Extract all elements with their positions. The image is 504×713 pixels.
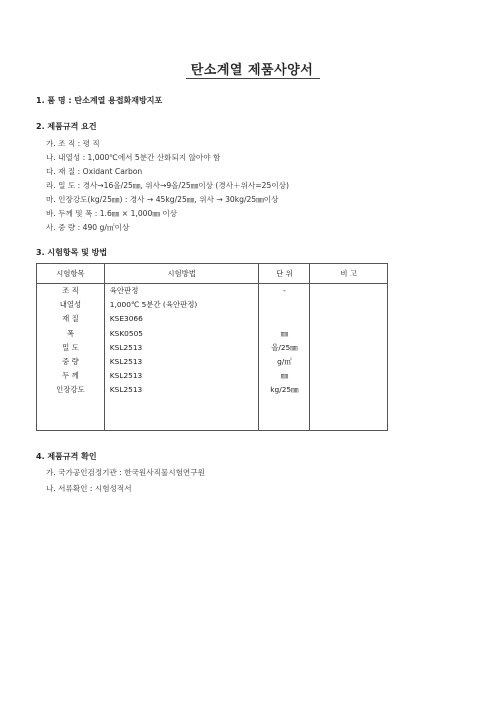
test-item-cell xyxy=(37,284,105,431)
table-header-row xyxy=(37,264,388,284)
test-item: 두 께 xyxy=(62,371,79,381)
table-body-row xyxy=(37,284,388,431)
test-method: 육안판정 xyxy=(109,286,139,295)
test-method: KSL2513 xyxy=(109,356,143,366)
unit-value xyxy=(259,312,309,326)
test-method: KSL2513 xyxy=(109,342,143,352)
unit-value: 올/25㎜ xyxy=(271,342,298,352)
test-item: 폭 xyxy=(66,328,74,338)
test-method-list xyxy=(105,284,259,398)
test-method: KSK0505 xyxy=(109,328,143,338)
verification-agency: 가. 국가공인검정기관 : 한국원사직물시험연구원 xyxy=(46,468,205,477)
test-method: KSL2513 xyxy=(109,371,143,381)
unit-value xyxy=(259,298,309,312)
unit-value: - xyxy=(283,286,286,295)
test-item: 내열성 xyxy=(59,300,82,310)
section4-heading: 4. 제품규격 확인 xyxy=(36,452,97,461)
section3-heading: 3. 시험항목 및 방법 xyxy=(36,248,108,257)
test-method-cell xyxy=(104,284,259,431)
test-item: 밀 도 xyxy=(62,342,79,352)
test-method: KSL2513 xyxy=(109,385,143,395)
unit-value: ㎜ xyxy=(280,328,289,338)
header-test-method: 시험방법 xyxy=(104,264,259,284)
section2-heading: 2. 제품규격 요건 xyxy=(36,122,97,131)
spec-item-material: 다. 재 질 : Oxidant Carbon xyxy=(46,167,143,176)
test-item-list xyxy=(37,284,104,398)
test-item: 중 량 xyxy=(62,356,79,366)
verification-document: 나. 서류확인 : 시험성적서 xyxy=(46,484,132,493)
spec-item-density: 라. 밀 도 : 경사→16올/25㎜, 위사→9올/25㎜이상 (경사＋위사=25이상) xyxy=(46,181,289,190)
test-method: 1,000℃ 5분간 (육안판정) xyxy=(109,300,198,310)
test-item: 조 직 xyxy=(62,286,79,295)
test-item: 재 질 xyxy=(62,314,79,324)
unit-value: kg/25㎜ xyxy=(270,385,299,395)
title-underline xyxy=(186,78,320,79)
header-unit: 단 위 xyxy=(259,264,310,284)
header-remarks: 비 고 xyxy=(310,264,388,284)
remarks-cell xyxy=(310,284,388,431)
header-test-item: 시험항목 xyxy=(37,264,105,284)
unit-cell xyxy=(259,284,310,431)
spec-item-tensile-strength: 마. 인장강도(kg/25㎜) : 경사 → 45kg/25㎜, 위사 → 30kg/25㎜이상 xyxy=(46,195,279,204)
spec-item-weight: 사. 중 량 : 490 g/㎡이상 xyxy=(46,223,130,232)
test-method-table xyxy=(36,263,388,431)
document-title: 탄소계열 제품사양서 xyxy=(190,63,314,78)
spec-item-heat-resistance: 나. 내열성 : 1,000℃에서 5분간 산화되지 않아야 함 xyxy=(46,153,221,162)
spec-item-weave: 가. 조 직 : 평 직 xyxy=(46,139,100,148)
section1-product-name: 1. 품 명 : 탄소계열 용접화재방지포 xyxy=(36,96,163,105)
unit-list xyxy=(259,284,309,398)
spec-item-thickness-width: 바. 두께 및 폭 : 1.6㎜ × 1,000㎜ 이상 xyxy=(46,209,177,218)
test-method: KSE3066 xyxy=(109,314,143,324)
unit-value: g/㎡ xyxy=(277,356,292,366)
test-item: 인장강도 xyxy=(56,385,85,395)
unit-value: ㎜ xyxy=(280,371,289,381)
